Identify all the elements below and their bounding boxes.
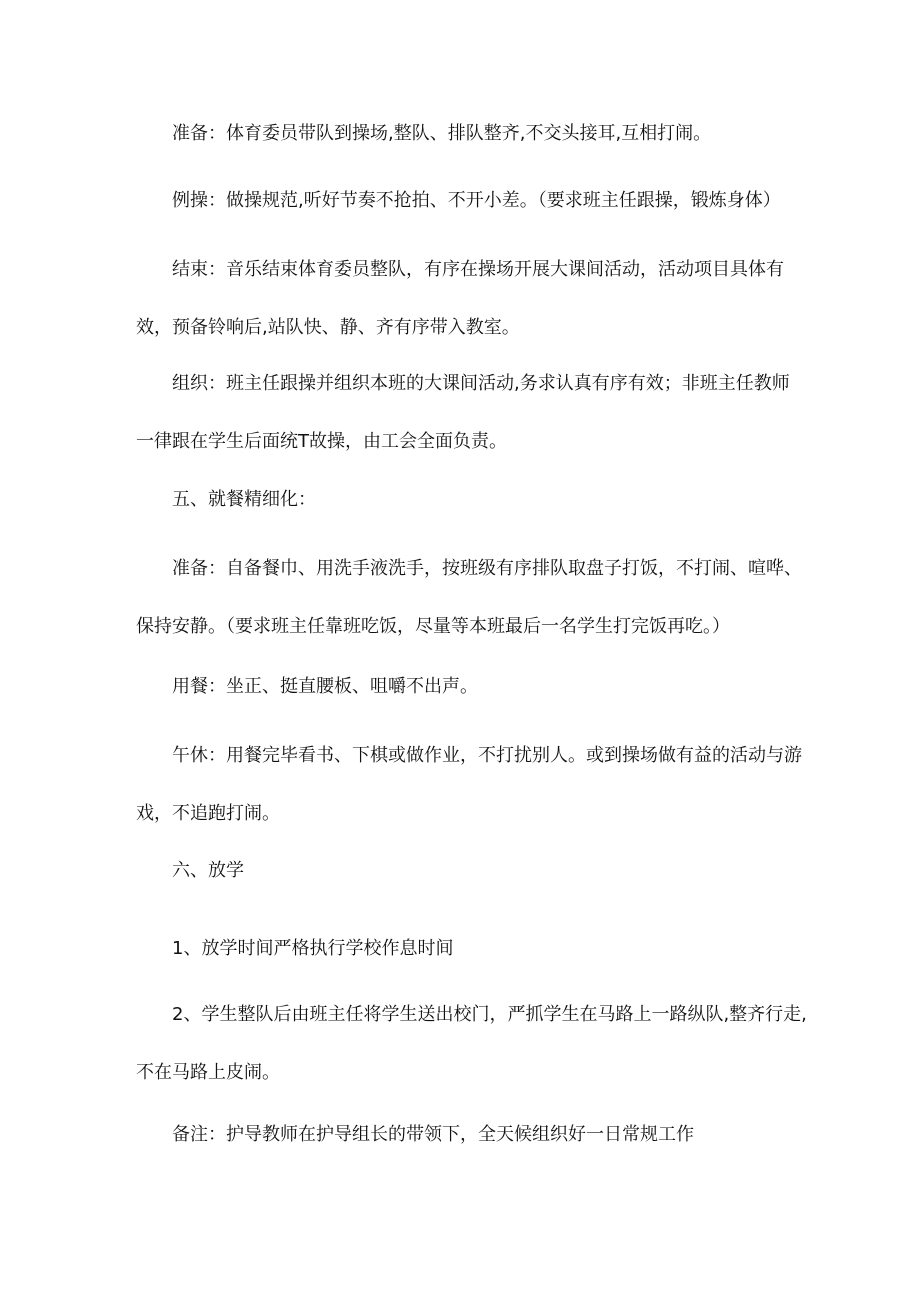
text-line: 不在马路上皮闹。 <box>136 1062 280 1083</box>
paragraph-end <box>136 241 792 357</box>
text-line: 准备：自备餐巾、用洗手液洗手，按班级有序排队取盘子打饭，不打闹、喧哗、 <box>172 558 802 579</box>
text-line: 戏，不追跑打闹。 <box>136 803 280 824</box>
paragraph-note <box>172 1106 792 1164</box>
paragraph-dining-prepare <box>136 540 802 656</box>
text-line: 用餐：坐正、挺直腰板、咀嚼不出声。 <box>172 676 478 697</box>
paragraph-dismissal-2 <box>136 986 807 1102</box>
text-line: 午休：用餐完毕看书、下棋或做作业，不打扰别人。或到操场做有益的活动与游 <box>172 745 802 766</box>
paragraph-organize <box>136 355 792 471</box>
paragraph-prepare <box>172 105 792 163</box>
paragraph-exercise <box>172 172 792 230</box>
paragraph-meal <box>172 658 792 716</box>
text-line: 备注：护导教师在护导组长的带领下，全天候组织好一日常规工作 <box>172 1124 694 1145</box>
text-line: 五、就餐精细化： <box>172 489 316 510</box>
paragraph-nap <box>136 727 802 843</box>
text-line: 六、放学 <box>172 860 244 881</box>
text-line: 结束：音乐结束体育委员整队，有序在操场开展大课间活动，活动项目具体有 <box>172 259 784 280</box>
text-line: 组织：班主任跟操并组织本班的大课间活动,务求认真有序有效；非班主任教师 <box>172 373 790 394</box>
text-line: 2、学生整队后由班主任将学生送出校门，严抓学生在马路上一路纵队,整齐行走, <box>172 1004 807 1025</box>
text-line: 保持安静。（要求班主任靠班吃饭，尽量等本班最后一名学生打完饭再吃。） <box>136 616 730 637</box>
section-heading-dismissal <box>172 842 792 900</box>
text-line: 例操：做操规范,听好节奏不抢拍、不开小差。（要求班主任跟操，锻炼身体） <box>172 190 781 211</box>
section-heading-dining <box>172 471 792 529</box>
text-line: 效，预备铃响后,站队快、静、齐有序带入教室。 <box>136 317 520 338</box>
text-line: 1、放学时间严格执行学校作息时间 <box>172 938 454 959</box>
text-line: 准备：体育委员带队到操场,整队、排队整齐,不交头接耳,互相打闹。 <box>172 123 712 144</box>
text-line: 一律跟在学生后面统T故操，由工会全面负责。 <box>136 431 507 452</box>
paragraph-dismissal-1 <box>172 920 792 978</box>
